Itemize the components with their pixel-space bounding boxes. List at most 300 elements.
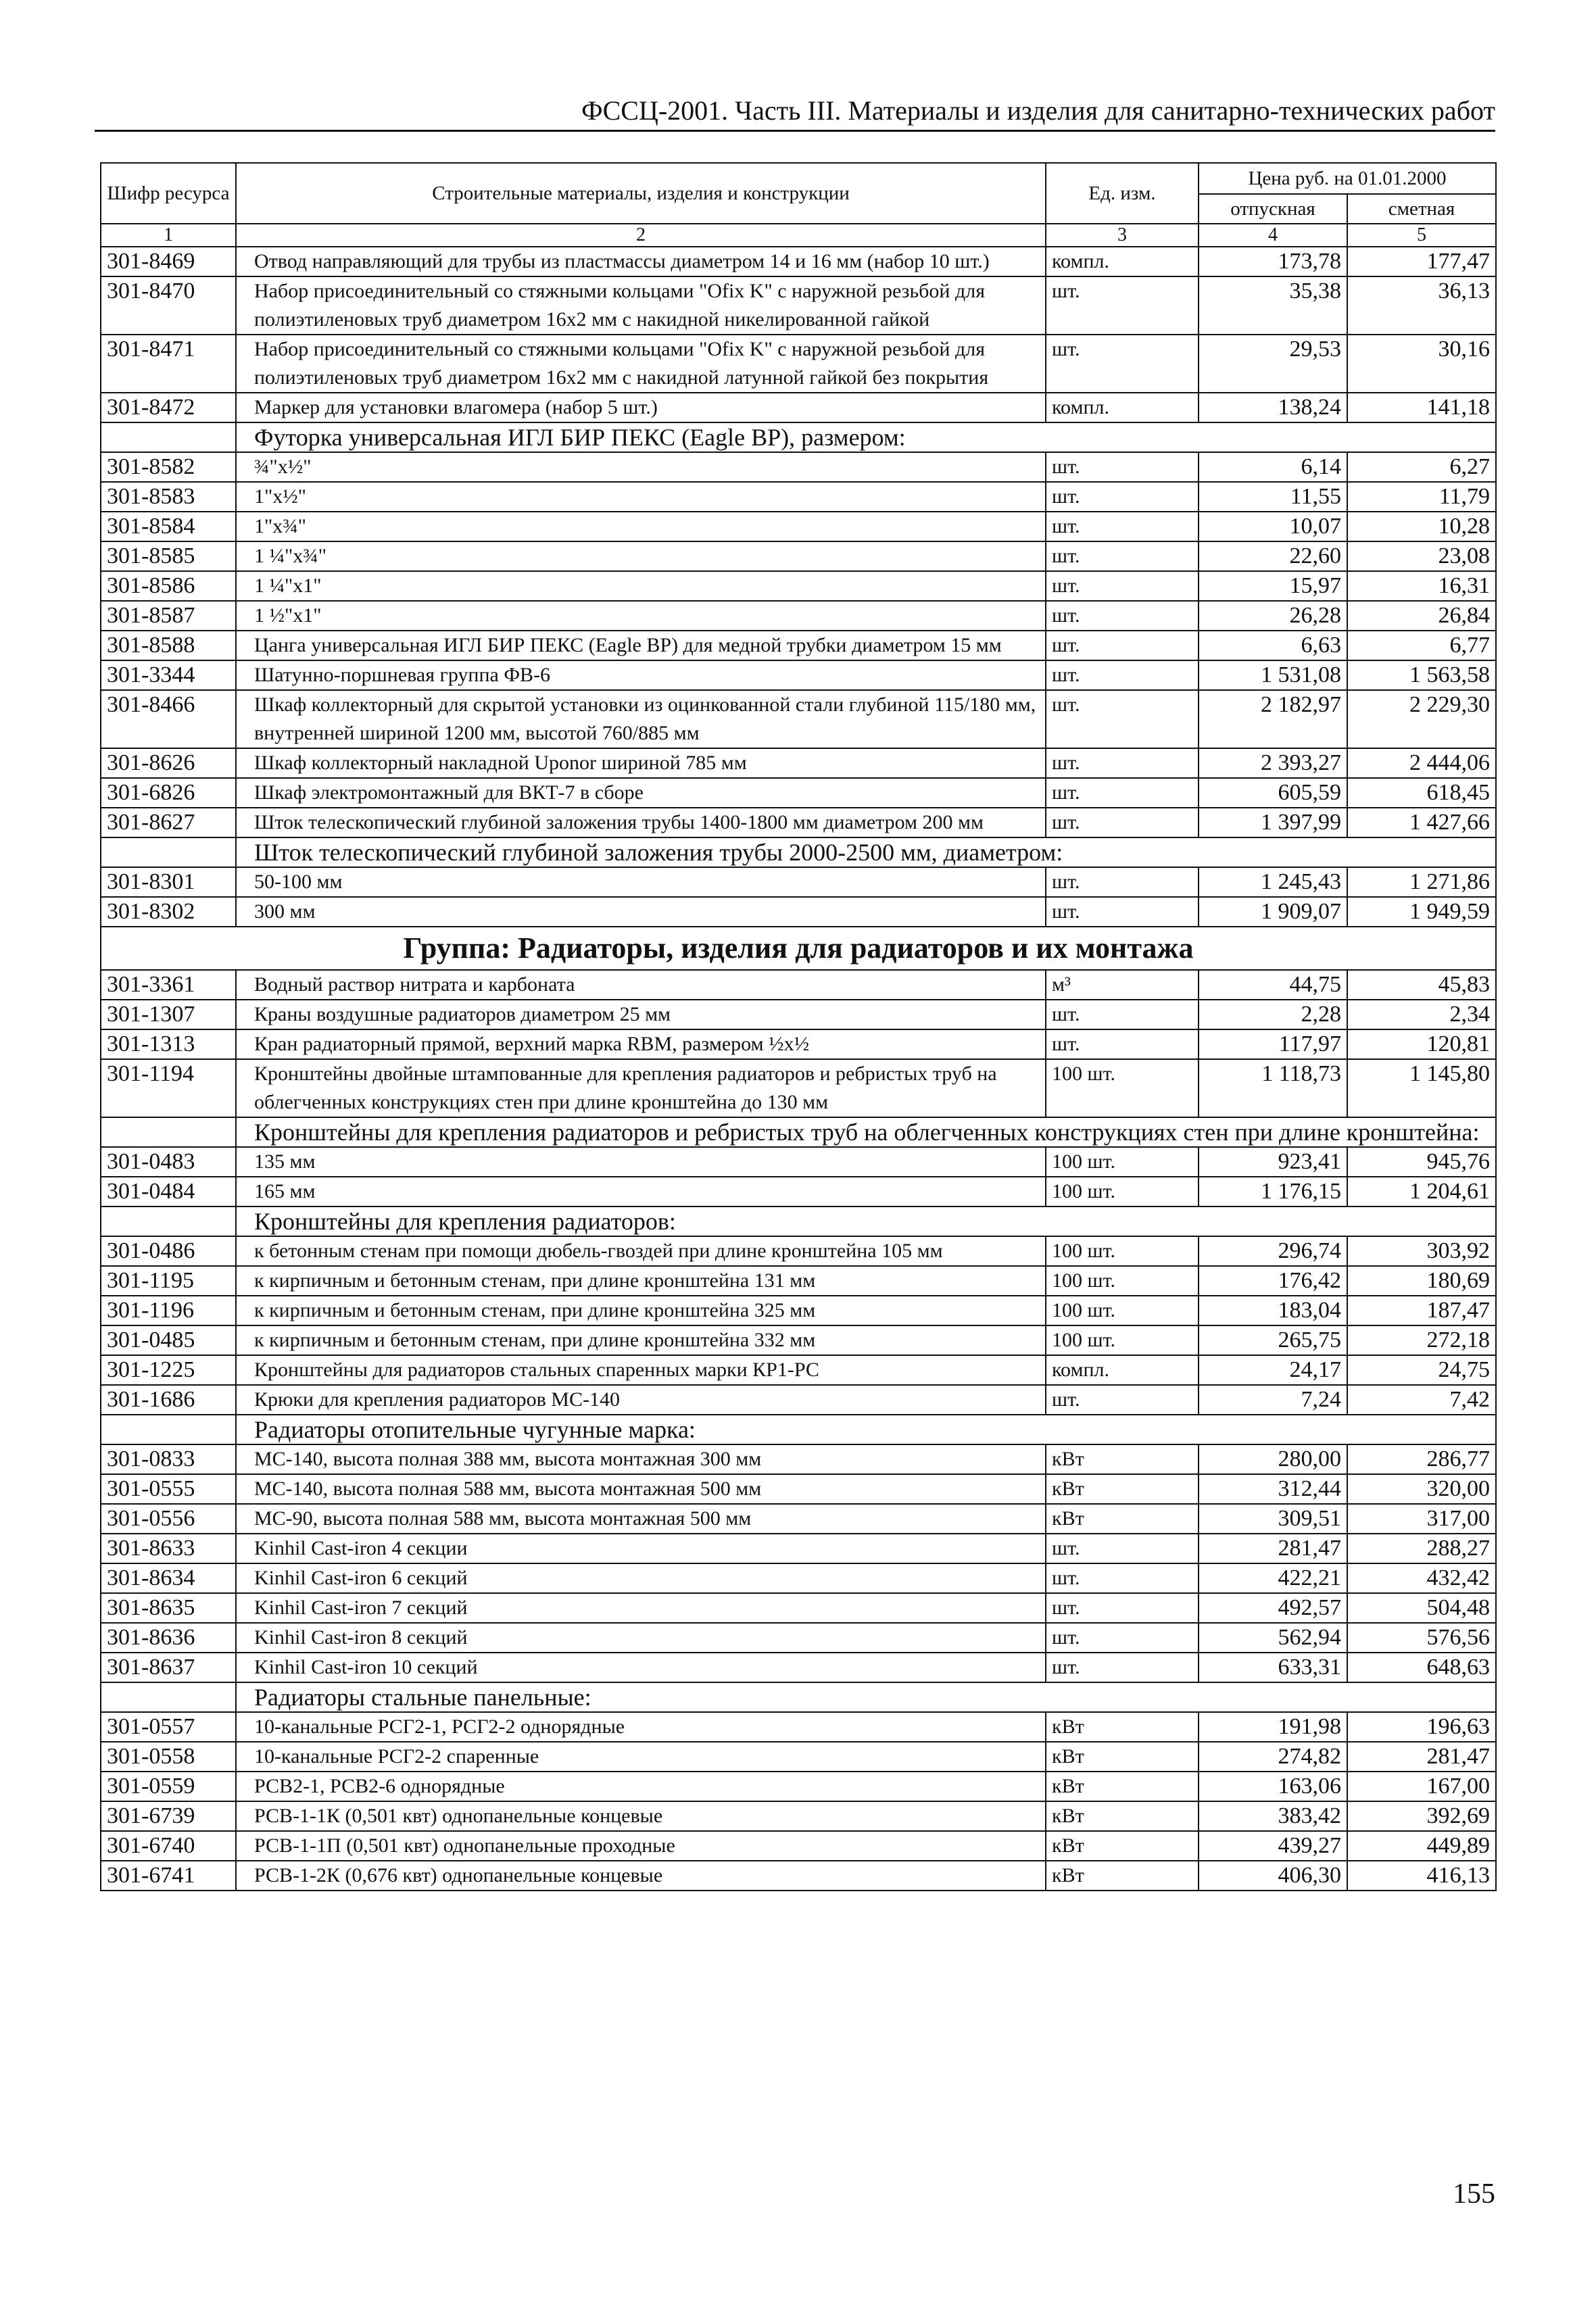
resource-code: 301-3344	[101, 660, 236, 690]
resource-code: 301-8582	[101, 452, 236, 482]
table-row	[101, 1563, 1496, 1593]
estimate-price: 288,27	[1347, 1534, 1496, 1563]
table-row	[101, 1000, 1496, 1029]
table-row	[101, 1534, 1496, 1563]
resource-code: 301-0486	[101, 1236, 236, 1266]
unit-of-measure: кВт	[1046, 1712, 1199, 1742]
material-name: 1 ¼"x1"	[236, 571, 1046, 601]
unit-of-measure: м³	[1046, 970, 1199, 1000]
estimate-price: 16,31	[1347, 571, 1496, 601]
unit-of-measure: 100 шт.	[1046, 1266, 1199, 1296]
resource-code: 301-8584	[101, 512, 236, 541]
table-row	[101, 660, 1496, 690]
estimate-price: 1 563,58	[1347, 660, 1496, 690]
material-name: МС-140, высота полная 388 мм, высота монтажная 300 мм	[236, 1444, 1046, 1474]
table-header	[101, 163, 1496, 247]
release-price: 138,24	[1199, 393, 1347, 422]
table-row	[101, 482, 1496, 512]
resource-code: 301-8633	[101, 1534, 236, 1563]
column-number: 4	[1199, 224, 1347, 247]
table-row	[101, 970, 1496, 1000]
running-title: ФССЦ-2001. Часть III. Материалы и изделия для санитарно-технических работ	[581, 95, 1495, 126]
resource-code: 301-6740	[101, 1831, 236, 1861]
release-price: 2 182,97	[1199, 690, 1347, 748]
material-name: 50-100 мм	[236, 867, 1046, 897]
table-row	[101, 1355, 1496, 1385]
release-price: 26,28	[1199, 601, 1347, 631]
subsection-heading: Радиаторы отопительные чугунные марка:	[236, 1415, 1496, 1444]
price-table	[100, 162, 1497, 1891]
release-price: 2,28	[1199, 1000, 1347, 1029]
material-name: Водный раствор нитрата и карбоната	[236, 970, 1046, 1000]
estimate-price: 1 204,61	[1347, 1177, 1496, 1207]
table-row	[101, 1653, 1496, 1682]
group-heading-row	[101, 927, 1496, 970]
resource-code: 301-8636	[101, 1623, 236, 1653]
release-price: 923,41	[1199, 1147, 1347, 1177]
subsection-heading-row	[101, 837, 1496, 867]
table-row	[101, 1831, 1496, 1861]
unit-of-measure: кВт	[1046, 1772, 1199, 1801]
table-row	[101, 1593, 1496, 1623]
release-price: 6,14	[1199, 452, 1347, 482]
header-code: Шифр ресурса	[101, 163, 236, 224]
resource-code: 301-8472	[101, 393, 236, 422]
subsection-heading: Шток телескопический глубиной заложения трубы 2000-2500 мм, диаметром:	[236, 837, 1496, 867]
column-number-row	[101, 224, 1496, 247]
table-row	[101, 808, 1496, 837]
resource-code: 301-8585	[101, 541, 236, 571]
release-price: 1 397,99	[1199, 808, 1347, 837]
estimate-price: 504,48	[1347, 1593, 1496, 1623]
material-name: МС-140, высота полная 588 мм, высота монтажная 500 мм	[236, 1474, 1046, 1504]
resource-code: 301-8466	[101, 690, 236, 748]
resource-code: 301-1686	[101, 1385, 236, 1415]
release-price: 312,44	[1199, 1474, 1347, 1504]
estimate-price: 303,92	[1347, 1236, 1496, 1266]
material-name: МС-90, высота полная 588 мм, высота монтажная 500 мм	[236, 1504, 1046, 1534]
estimate-price: 449,89	[1347, 1831, 1496, 1861]
unit-of-measure: шт.	[1046, 748, 1199, 778]
estimate-price: 11,79	[1347, 482, 1496, 512]
table-row	[101, 1325, 1496, 1355]
header-unit: Ед. изм.	[1046, 163, 1199, 224]
estimate-price: 2,34	[1347, 1000, 1496, 1029]
material-name: Краны воздушные радиаторов диаметром 25 мм	[236, 1000, 1046, 1029]
release-price: 274,82	[1199, 1742, 1347, 1772]
resource-code: 301-1225	[101, 1355, 236, 1385]
material-name: 300 мм	[236, 897, 1046, 927]
unit-of-measure: шт.	[1046, 660, 1199, 690]
table-row	[101, 690, 1496, 748]
subsection-blank-cell	[101, 1117, 236, 1147]
release-price: 7,24	[1199, 1385, 1347, 1415]
table-row	[101, 1801, 1496, 1831]
material-name: Набор присоединительный со стяжными кольцами "Ofix K" с наружной резьбой для полиэтиленовых труб диаметром 16х2 мм с накидной никелированной гайкой	[236, 276, 1046, 335]
unit-of-measure: шт.	[1046, 631, 1199, 660]
release-price: 1 176,15	[1199, 1177, 1347, 1207]
estimate-price: 416,13	[1347, 1861, 1496, 1891]
subsection-heading-row	[101, 1117, 1496, 1147]
release-price: 605,59	[1199, 778, 1347, 808]
table-row	[101, 1385, 1496, 1415]
table-row	[101, 1444, 1496, 1474]
unit-of-measure: кВт	[1046, 1474, 1199, 1504]
estimate-price: 6,77	[1347, 631, 1496, 660]
resource-code: 301-8302	[101, 897, 236, 927]
estimate-price: 30,16	[1347, 335, 1496, 393]
resource-code: 301-8301	[101, 867, 236, 897]
unit-of-measure: шт.	[1046, 1385, 1199, 1415]
material-name: Набор присоединительный со стяжными кольцами "Ofix K" с наружной резьбой для полиэтиленовых труб диаметром 16х2 мм с накидной латунной гайкой без покрытия	[236, 335, 1046, 393]
unit-of-measure: шт.	[1046, 601, 1199, 631]
column-number: 2	[236, 224, 1046, 247]
resource-code: 301-1196	[101, 1296, 236, 1325]
estimate-price: 1 145,80	[1347, 1059, 1496, 1117]
column-number: 5	[1347, 224, 1496, 247]
material-name: к бетонным стенам при помощи дюбель-гвоздей при длине кронштейна 105 мм	[236, 1236, 1046, 1266]
table-row	[101, 897, 1496, 927]
subsection-heading: Кронштейны для крепления радиаторов:	[236, 1207, 1496, 1236]
material-name: 1"x¾"	[236, 512, 1046, 541]
unit-of-measure: 100 шт.	[1046, 1147, 1199, 1177]
material-name: Kinhil Cast-iron 10 секций	[236, 1653, 1046, 1682]
unit-of-measure: шт.	[1046, 1623, 1199, 1653]
material-name: Kinhil Cast-iron 8 секций	[236, 1623, 1046, 1653]
unit-of-measure: кВт	[1046, 1801, 1199, 1831]
material-name: Шкаф коллекторный накладной Uponor шириной 785 мм	[236, 748, 1046, 778]
resource-code: 301-0558	[101, 1742, 236, 1772]
release-price: 1 531,08	[1199, 660, 1347, 690]
estimate-price: 1 949,59	[1347, 897, 1496, 927]
estimate-price: 576,56	[1347, 1623, 1496, 1653]
release-price: 439,27	[1199, 1831, 1347, 1861]
unit-of-measure: шт.	[1046, 276, 1199, 335]
subsection-heading: Футорка универсальная ИГЛ БИР ПЕКС (Eagle BP), размером:	[236, 422, 1496, 452]
material-name: Крюки для крепления радиаторов МС-140	[236, 1385, 1046, 1415]
subsection-blank-cell	[101, 1207, 236, 1236]
estimate-price: 120,81	[1347, 1029, 1496, 1059]
unit-of-measure: шт.	[1046, 690, 1199, 748]
resource-code: 301-1313	[101, 1029, 236, 1059]
subsection-heading: Кронштейны для крепления радиаторов и ребристых труб на облегченных конструкциях стен при длине кронштейна:	[236, 1117, 1496, 1147]
subsection-heading-row	[101, 422, 1496, 452]
estimate-price: 177,47	[1347, 247, 1496, 276]
table-row	[101, 276, 1496, 335]
material-name: 10-канальные РСГ2-2 спаренные	[236, 1742, 1046, 1772]
header-release-price: отпускная	[1199, 194, 1347, 224]
material-name: 165 мм	[236, 1177, 1046, 1207]
release-price: 6,63	[1199, 631, 1347, 660]
material-name: Кран радиаторный прямой, верхний марка RBM, размером ½x½	[236, 1029, 1046, 1059]
unit-of-measure: шт.	[1046, 482, 1199, 512]
resource-code: 301-0485	[101, 1325, 236, 1355]
material-name: РСВ-1-2К (0,676 квт) однопанельные концевые	[236, 1861, 1046, 1891]
unit-of-measure: 100 шт.	[1046, 1236, 1199, 1266]
page-number: 155	[1453, 2178, 1495, 2210]
material-name: Цанга универсальная ИГЛ БИР ПЕКС (Eagle BP) для медной трубки диаметром 15 мм	[236, 631, 1046, 660]
material-name: 10-канальные РСГ2-1, РСГ2-2 однорядные	[236, 1712, 1046, 1742]
estimate-price: 648,63	[1347, 1653, 1496, 1682]
table-row	[101, 571, 1496, 601]
resource-code: 301-0559	[101, 1772, 236, 1801]
release-price: 422,21	[1199, 1563, 1347, 1593]
unit-of-measure: кВт	[1046, 1444, 1199, 1474]
release-price: 281,47	[1199, 1534, 1347, 1563]
unit-of-measure: шт.	[1046, 1653, 1199, 1682]
resource-code: 301-8626	[101, 748, 236, 778]
release-price: 1 909,07	[1199, 897, 1347, 927]
table-row	[101, 1742, 1496, 1772]
estimate-price: 7,42	[1347, 1385, 1496, 1415]
unit-of-measure: кВт	[1046, 1742, 1199, 1772]
estimate-price: 10,28	[1347, 512, 1496, 541]
unit-of-measure: шт.	[1046, 452, 1199, 482]
resource-code: 301-8635	[101, 1593, 236, 1623]
estimate-price: 196,63	[1347, 1712, 1496, 1742]
resource-code: 301-8469	[101, 247, 236, 276]
estimate-price: 1 271,86	[1347, 867, 1496, 897]
table-body	[101, 247, 1496, 1891]
unit-of-measure: шт.	[1046, 778, 1199, 808]
release-price: 2 393,27	[1199, 748, 1347, 778]
material-name: Кронштейны двойные штампованные для крепления радиаторов и ребристых труб на облегченных конструкциях стен при длине кронштейна до 130 мм	[236, 1059, 1046, 1117]
material-name: 1"x½"	[236, 482, 1046, 512]
unit-of-measure: шт.	[1046, 512, 1199, 541]
material-name: к кирпичным и бетонным стенам, при длине кронштейна 325 мм	[236, 1296, 1046, 1325]
unit-of-measure: компл.	[1046, 247, 1199, 276]
unit-of-measure: 100 шт.	[1046, 1325, 1199, 1355]
release-price: 10,07	[1199, 512, 1347, 541]
release-price: 24,17	[1199, 1355, 1347, 1385]
table-row	[101, 748, 1496, 778]
resource-code: 301-6826	[101, 778, 236, 808]
resource-code: 301-8586	[101, 571, 236, 601]
estimate-price: 281,47	[1347, 1742, 1496, 1772]
unit-of-measure: шт.	[1046, 1563, 1199, 1593]
table-row	[101, 247, 1496, 276]
estimate-price: 141,18	[1347, 393, 1496, 422]
estimate-price: 392,69	[1347, 1801, 1496, 1831]
estimate-price: 187,47	[1347, 1296, 1496, 1325]
table-row	[101, 452, 1496, 482]
release-price: 44,75	[1199, 970, 1347, 1000]
unit-of-measure: шт.	[1046, 1593, 1199, 1623]
release-price: 492,57	[1199, 1593, 1347, 1623]
material-name: 135 мм	[236, 1147, 1046, 1177]
material-name: РСВ-1-1П (0,501 квт) однопанельные проходные	[236, 1831, 1046, 1861]
unit-of-measure: кВт	[1046, 1504, 1199, 1534]
table-row	[101, 1236, 1496, 1266]
estimate-price: 167,00	[1347, 1772, 1496, 1801]
resource-code: 301-8587	[101, 601, 236, 631]
unit-of-measure: компл.	[1046, 393, 1199, 422]
subsection-heading: Радиаторы стальные панельные:	[236, 1682, 1496, 1712]
resource-code: 301-1194	[101, 1059, 236, 1117]
unit-of-measure: шт.	[1046, 867, 1199, 897]
resource-code: 301-0484	[101, 1177, 236, 1207]
release-price: 1 118,73	[1199, 1059, 1347, 1117]
estimate-price: 180,69	[1347, 1266, 1496, 1296]
estimate-price: 36,13	[1347, 276, 1496, 335]
resource-code: 301-3361	[101, 970, 236, 1000]
material-name: Шкаф электромонтажный для ВКТ-7 в сборе	[236, 778, 1046, 808]
material-name: 1 ¼"x¾"	[236, 541, 1046, 571]
unit-of-measure: компл.	[1046, 1355, 1199, 1385]
table-row	[101, 1772, 1496, 1801]
material-name: Шатунно-поршневая группа ФВ-6	[236, 660, 1046, 690]
resource-code: 301-6739	[101, 1801, 236, 1831]
material-name: РСВ-1-1К (0,501 квт) однопанельные концевые	[236, 1801, 1046, 1831]
release-price: 406,30	[1199, 1861, 1347, 1891]
material-name: Шток телескопический глубиной заложения трубы 1400-1800 мм диаметром 200 мм	[236, 808, 1046, 837]
header-estimate-price: сметная	[1347, 194, 1496, 224]
header-price: Цена руб. на 01.01.2000	[1199, 163, 1496, 194]
table-row	[101, 631, 1496, 660]
resource-code: 301-0483	[101, 1147, 236, 1177]
header-rule	[95, 130, 1495, 132]
release-price: 191,98	[1199, 1712, 1347, 1742]
release-price: 29,53	[1199, 335, 1347, 393]
table-row	[101, 1059, 1496, 1117]
material-name: ¾"x½"	[236, 452, 1046, 482]
unit-of-measure: кВт	[1046, 1831, 1199, 1861]
table-row	[101, 1504, 1496, 1534]
table-row	[101, 601, 1496, 631]
table-row	[101, 1177, 1496, 1207]
release-price: 35,38	[1199, 276, 1347, 335]
resource-code: 301-0555	[101, 1474, 236, 1504]
table-row	[101, 512, 1496, 541]
unit-of-measure: 100 шт.	[1046, 1059, 1199, 1117]
unit-of-measure: кВт	[1046, 1861, 1199, 1891]
group-heading: Группа: Радиаторы, изделия для радиаторов и их монтажа	[101, 927, 1496, 970]
release-price: 265,75	[1199, 1325, 1347, 1355]
unit-of-measure: шт.	[1046, 541, 1199, 571]
release-price: 22,60	[1199, 541, 1347, 571]
estimate-price: 1 427,66	[1347, 808, 1496, 837]
unit-of-measure: шт.	[1046, 571, 1199, 601]
table-row	[101, 1623, 1496, 1653]
table-row	[101, 1147, 1496, 1177]
resource-code: 301-8588	[101, 631, 236, 660]
unit-of-measure: 100 шт.	[1046, 1296, 1199, 1325]
unit-of-measure: шт.	[1046, 335, 1199, 393]
table-row	[101, 393, 1496, 422]
estimate-price: 272,18	[1347, 1325, 1496, 1355]
resource-code: 301-8583	[101, 482, 236, 512]
resource-code: 301-0556	[101, 1504, 236, 1534]
material-name: к кирпичным и бетонным стенам, при длине кронштейна 332 мм	[236, 1325, 1046, 1355]
release-price: 163,06	[1199, 1772, 1347, 1801]
table-row	[101, 335, 1496, 393]
material-name: Отвод направляющий для трубы из пластмассы диаметром 14 и 16 мм (набор 10 шт.)	[236, 247, 1046, 276]
subsection-blank-cell	[101, 422, 236, 452]
release-price: 11,55	[1199, 482, 1347, 512]
estimate-price: 320,00	[1347, 1474, 1496, 1504]
table-row	[101, 1266, 1496, 1296]
resource-code: 301-8637	[101, 1653, 236, 1682]
estimate-price: 2 444,06	[1347, 748, 1496, 778]
material-name: 1 ½"x1"	[236, 601, 1046, 631]
resource-code: 301-8471	[101, 335, 236, 393]
material-name: к кирпичным и бетонным стенам, при длине кронштейна 131 мм	[236, 1266, 1046, 1296]
unit-of-measure: шт.	[1046, 897, 1199, 927]
unit-of-measure: шт.	[1046, 1534, 1199, 1563]
unit-of-measure: шт.	[1046, 808, 1199, 837]
subsection-heading-row	[101, 1415, 1496, 1444]
header-name: Строительные материалы, изделия и конструкции	[236, 163, 1046, 224]
estimate-price: 618,45	[1347, 778, 1496, 808]
subsection-blank-cell	[101, 837, 236, 867]
release-price: 176,42	[1199, 1266, 1347, 1296]
release-price: 183,04	[1199, 1296, 1347, 1325]
resource-code: 301-1307	[101, 1000, 236, 1029]
resource-code: 301-8627	[101, 808, 236, 837]
estimate-price: 45,83	[1347, 970, 1496, 1000]
estimate-price: 945,76	[1347, 1147, 1496, 1177]
subsection-heading-row	[101, 1682, 1496, 1712]
release-price: 173,78	[1199, 247, 1347, 276]
material-name: РСВ2-1, РСВ2-6 однорядные	[236, 1772, 1046, 1801]
table-row	[101, 778, 1496, 808]
table-row	[101, 1712, 1496, 1742]
resource-code: 301-1195	[101, 1266, 236, 1296]
unit-of-measure: 100 шт.	[1046, 1177, 1199, 1207]
estimate-price: 6,27	[1347, 452, 1496, 482]
release-price: 562,94	[1199, 1623, 1347, 1653]
unit-of-measure: шт.	[1046, 1000, 1199, 1029]
estimate-price: 24,75	[1347, 1355, 1496, 1385]
material-name: Шкаф коллекторный для скрытой установки из оцинкованной стали глубиной 115/180 мм, внутренней шириной 1200 мм, высотой 760/885 мм	[236, 690, 1046, 748]
resource-code: 301-6741	[101, 1861, 236, 1891]
material-name: Kinhil Cast-iron 7 секций	[236, 1593, 1046, 1623]
release-price: 383,42	[1199, 1801, 1347, 1831]
release-price: 309,51	[1199, 1504, 1347, 1534]
release-price: 280,00	[1199, 1444, 1347, 1474]
table-row	[101, 1296, 1496, 1325]
estimate-price: 26,84	[1347, 601, 1496, 631]
material-name: Кронштейны для радиаторов стальных спаренных марки КР1-РС	[236, 1355, 1046, 1385]
release-price: 117,97	[1199, 1029, 1347, 1059]
material-name: Kinhil Cast-iron 4 секции	[236, 1534, 1046, 1563]
estimate-price: 23,08	[1347, 541, 1496, 571]
release-price: 15,97	[1199, 571, 1347, 601]
material-name: Маркер для установки влагомера (набор 5 шт.)	[236, 393, 1046, 422]
estimate-price: 286,77	[1347, 1444, 1496, 1474]
table-row	[101, 1861, 1496, 1891]
resource-code: 301-0557	[101, 1712, 236, 1742]
subsection-blank-cell	[101, 1415, 236, 1444]
table-row	[101, 541, 1496, 571]
release-price: 633,31	[1199, 1653, 1347, 1682]
release-price: 1 245,43	[1199, 867, 1347, 897]
unit-of-measure: шт.	[1046, 1029, 1199, 1059]
column-number: 1	[101, 224, 236, 247]
table-row	[101, 1474, 1496, 1504]
resource-code: 301-0833	[101, 1444, 236, 1474]
material-name: Kinhil Cast-iron 6 секций	[236, 1563, 1046, 1593]
table-row	[101, 1029, 1496, 1059]
table-row	[101, 867, 1496, 897]
column-number: 3	[1046, 224, 1199, 247]
estimate-price: 317,00	[1347, 1504, 1496, 1534]
resource-code: 301-8634	[101, 1563, 236, 1593]
subsection-blank-cell	[101, 1682, 236, 1712]
estimate-price: 432,42	[1347, 1563, 1496, 1593]
estimate-price: 2 229,30	[1347, 690, 1496, 748]
release-price: 296,74	[1199, 1236, 1347, 1266]
